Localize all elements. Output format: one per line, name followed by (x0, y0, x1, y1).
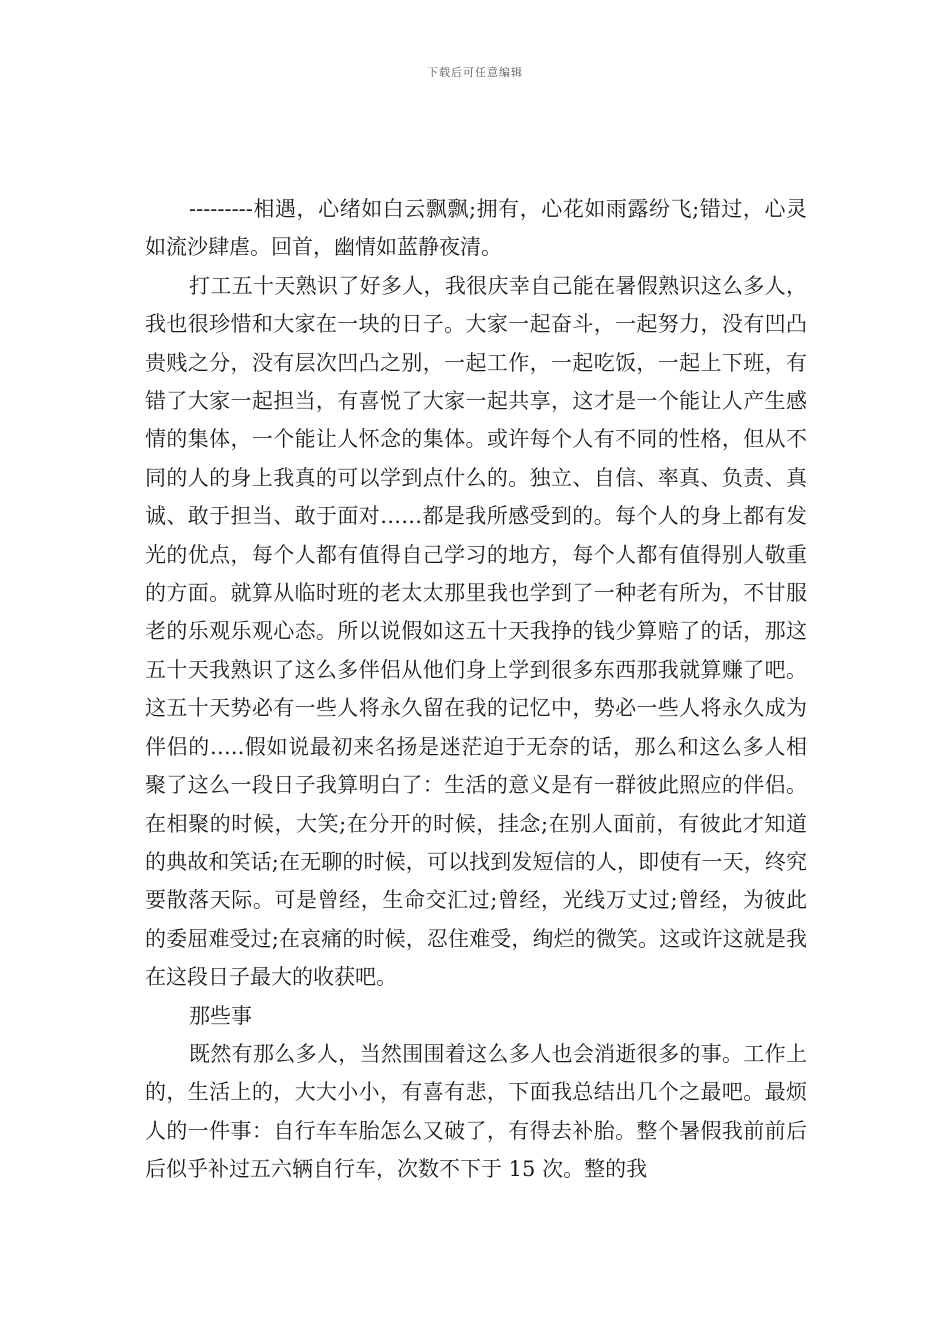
page-header: 下载后可任意编辑 (427, 66, 523, 79)
document-body (145, 190, 807, 1189)
paragraph-events: 既然有那么多人，当然围围着这么多人也会消逝很多的事。工作上的，生活上的，大大小小，有喜有悲，下面我总结出几个之最吧。最烦人的一件事：自行车车胎怎么又破了，有得去补胎。整个暑假我前前后后似乎补过五六辆自行车，次数不下于 15 次。整的我 (145, 1041, 807, 1182)
section-heading: 那些事 (189, 1003, 252, 1028)
paragraph-intro: ---------相遇，心绪如白云飘飘;拥有，心花如雨露纷飞;错过，心灵如流沙肆虐。回首，幽情如蓝静夜清。 (145, 197, 807, 260)
paragraph-main: 打工五十天熟识了好多人，我很庆幸自己能在暑假熟识这么多人，我也很珍惜和大家在一块的日子。大家一起奋斗，一起努力，没有凹凸贵贱之分，没有层次凹凸之别，一起工作，一起吃饭，一起上下班，有错了大家一起担当，有喜悦了大家一起共享，这才是一个能让人产生感情的集体，一个能让人怀念的集体。或许每个人有不同的性格，但从不同的人的身上我真的可以学到点什么的。独立、自信、率真、负责、真诚、敢于担当、敢于面对……都是我所感受到的。每个人的身上都有发光的优点，每个人都有值得自己学习的地方，每个人都有值得别人敬重的方面。就算从临时班的老太太那里我也学到了一种老有所为，不甘服老的乐观乐观心态。所以说假如这五十天我挣的钱少算赔了的话，那这五十天我熟识了这么多伴侣从他们身上学到很多东西那我就算赚了吧。这五十天势必有一些人将永久留在我的记忆中，势必一些人将永久成为伴侣的…..假如说最初来名扬是迷茫迫于无奈的话，那么和这么多人相聚了这么一段日子我算明白了：生活的意义是有一群彼此照应的伴侣。在相聚的时候，大笑;在分开的时候，挂念;在别人面前，有彼此才知道的典故和笑话;在无聊的时候，可以找到发短信的人，即使有一天，终究要散落天际。可是曾经，生命交汇过;曾经，光线万丈过;曾经，为彼此的委屈难受过;在哀痛的时候，忍住难受，绚烂的微笑。这或许这就是我在这段日子最大的收获吧。 (145, 273, 807, 990)
